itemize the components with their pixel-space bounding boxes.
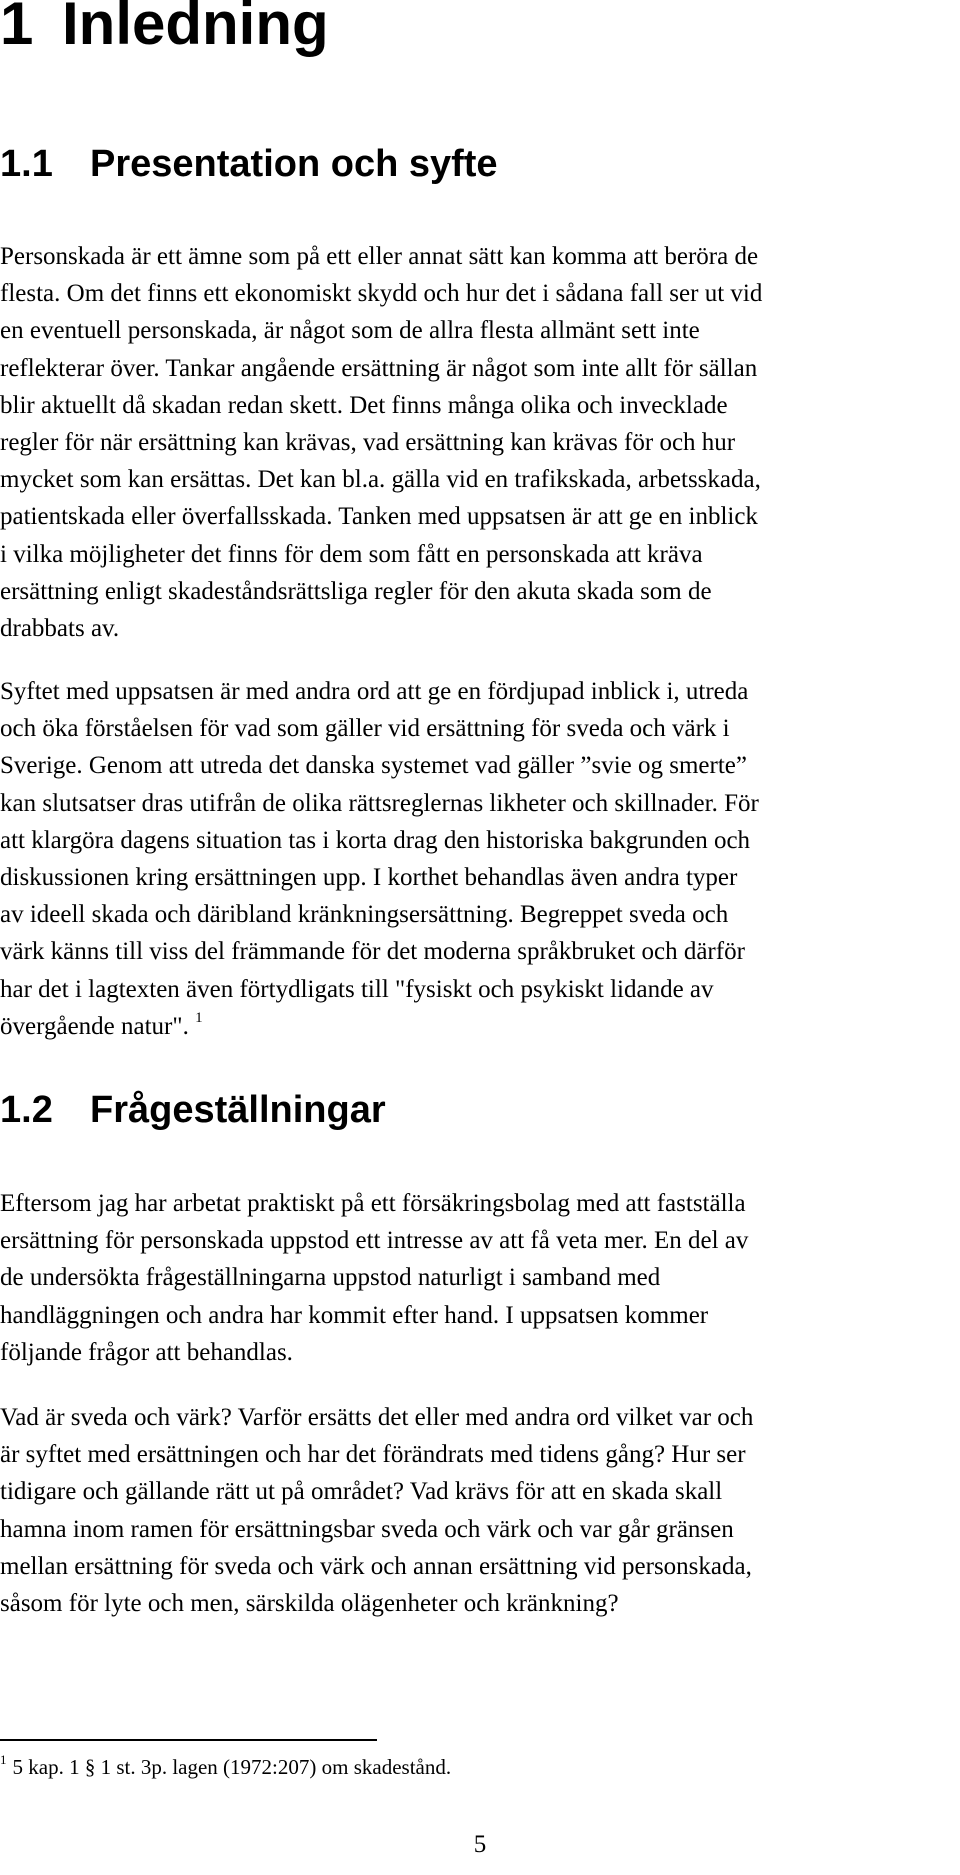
text-line: värk känns till viss del främmande för det moderna språkbruket och därför [0, 938, 745, 966]
text-line: patientskada eller överfallsskada. Tanken med uppsatsen är att ge en inblick [0, 503, 758, 531]
footnote-text: 5 kap. 1 § 1 st. 3p. lagen (1972:207) om skadestånd. [12, 1755, 452, 1779]
text-line: är syftet med ersättningen och har det förändrats med tidens gång? Hur ser [0, 1441, 746, 1469]
footnote-reference[interactable]: 1 [195, 1009, 203, 1026]
text-line: tidigare och gällande rätt ut på området? Vad krävs för att en skada skall [0, 1478, 723, 1506]
text-line-content: övergående natur". [0, 1012, 189, 1040]
text-line: mycket som kan ersättas. Det kan bl.a. gälla vid en trafikskada, arbetsskada, [0, 466, 761, 494]
text-line: mellan ersättning för sveda och värk och annan ersättning vid personskada, [0, 1552, 752, 1580]
section-number: 1.1 [0, 143, 53, 185]
text-line: handläggningen och andra har kommit efter hand. I uppsatsen kommer [0, 1301, 709, 1329]
chapter-title: Inledning [62, 0, 329, 57]
footnote [0, 1752, 451, 1782]
section-number: 1.2 [0, 1089, 53, 1131]
chapter-heading [0, 0, 329, 60]
text-line: Syftet med uppsatsen är med andra ord att ge en fördjupad inblick i, utreda [0, 678, 749, 705]
text-line: ersättning för personskada uppstod ett intresse av att få veta mer. En del av [0, 1227, 749, 1255]
text-line: kan slutsatser dras utifrån de olika rättsreglernas likheter och skillnader. För [0, 789, 759, 817]
section-heading-fragestallningar [0, 1088, 386, 1134]
text-line: blir aktuellt då skadan redan skett. Det finns många olika och invecklade [0, 391, 728, 419]
text-line: regler för när ersättning kan krävas, vad ersättning kan krävas för och hur [0, 429, 736, 457]
text-line: drabbats av. [0, 615, 120, 643]
text-line: ersättning enligt skadeståndsrättsliga regler för den akuta skada som de [0, 577, 712, 605]
text-line: Personskada är ett ämne som på ett eller annat sätt kan komma att beröra de [0, 243, 759, 270]
text-line: Sverige. Genom att utreda det danska systemet vad gäller ”svie og smerte” [0, 752, 747, 780]
paragraph [0, 673, 960, 1045]
text-line: flesta. Om det finns ett ekonomiskt skydd och hur det i sådana fall ser ut vid [0, 280, 763, 308]
text-line: att klargöra dagens situation tas i korta drag den historiska bakgrunden och [0, 826, 751, 854]
text-line: i vilka möjligheter det finns för dem som fått en personskada att kräva [0, 540, 703, 568]
text-line: diskussionen kring ersättningen upp. I korthet behandlas även andra typer [0, 864, 738, 892]
text-line: och öka förståelsen för vad som gäller vid ersättning för sveda och värk i [0, 715, 730, 743]
section-title: Frågeställningar [90, 1089, 386, 1131]
paragraph [0, 1185, 960, 1371]
text-line: hamna inom ramen för ersättningsbar sveda och värk och var går gränsen [0, 1515, 734, 1543]
text-line: har det i lagtexten även förtydligats till "fysiskt och psykiskt lidande av [0, 975, 714, 1003]
footnote-divider [0, 1739, 377, 1741]
text-line: följande frågor att behandlas. [0, 1338, 293, 1366]
text-line: såsom för lyte och men, särskilda olägenheter och kränkning? [0, 1590, 619, 1618]
section-heading-presentation [0, 142, 498, 188]
text-line: Eftersom jag har arbetat praktiskt på ett försäkringsbolag med att fastställa [0, 1190, 746, 1217]
page-number: 5 [473, 1831, 487, 1858]
text-line: av ideell skada och däribland kränkningsersättning. Begreppet sveda och [0, 901, 729, 929]
section-title: Presentation och syfte [90, 143, 498, 185]
chapter-number: 1 [0, 0, 34, 57]
text-line: de undersökta frågeställningarna uppstod naturligt i samband med [0, 1264, 661, 1292]
paragraph [0, 1399, 960, 1622]
text-line: en eventuell personskada, är något som de allra flesta allmänt sett inte [0, 317, 700, 345]
paragraph [0, 238, 960, 647]
footnote-number: 1 [0, 1752, 7, 1767]
text-line: Vad är sveda och värk? Varför ersätts det eller med andra ord vilket var och [0, 1404, 754, 1431]
text-line: reflekterar över. Tankar angående ersättning är något som inte allt för sällan [0, 354, 758, 382]
text-line [0, 1008, 960, 1045]
